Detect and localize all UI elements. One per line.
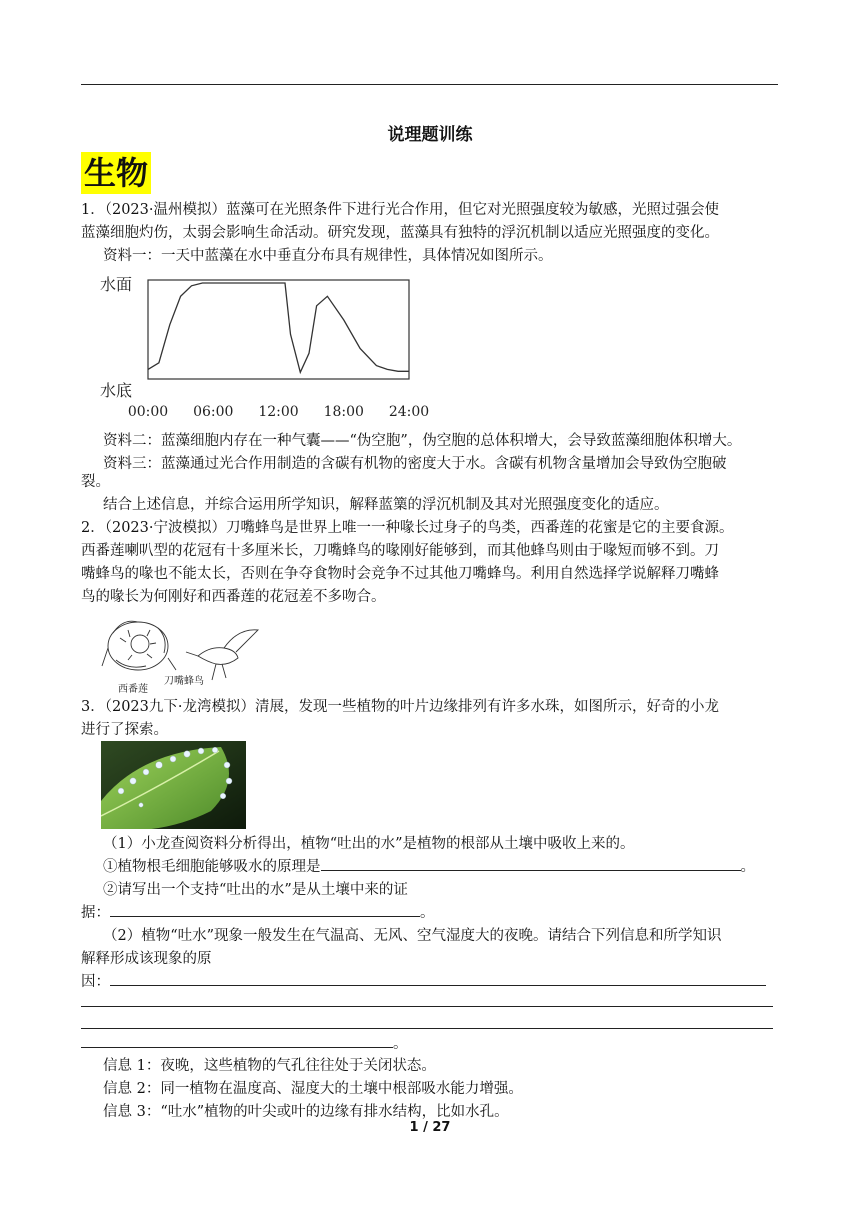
q3-part2a: （2）植物“吐水”现象一般发生在气温高、无风、空气湿度大的夜晚。请结合下列信息和所学知识 — [103, 928, 722, 944]
page-number: 1 / 27 — [409, 1120, 451, 1135]
x-axis-ticks — [128, 404, 429, 420]
header-rule — [81, 84, 778, 85]
answer-blank-2-line-2[interactable] — [81, 1006, 773, 1007]
hummingbird-icon — [186, 630, 258, 680]
q3-line-2: 进行了探索。 — [81, 722, 168, 738]
q3-part1b-period: 。 — [420, 905, 435, 921]
q3-part1b-cont — [81, 902, 781, 925]
info-2: 信息 2：同一植物在温度高、湿度大的土壤中根部吸水能力增强。 — [103, 1081, 523, 1097]
q2-line-2: 西番莲喇叭型的花冠有十多厘米长，刀嘴蜂鸟的喙刚好能够到，而其他蜂鸟则由于喙短而够不到。刀 — [81, 543, 719, 559]
q3-part2c — [81, 971, 781, 994]
subject-label: 生物 — [81, 152, 151, 194]
info-1: 信息 1：夜晚，这些植物的气孔往往处于关闭状态。 — [103, 1058, 436, 1074]
y-label-bottom: 水底 — [100, 381, 133, 400]
label-bird: 刀嘴蜂鸟 — [164, 676, 204, 687]
leaf-water-droplets-photo — [101, 741, 246, 829]
q1-task: 结合上述信息，并综合运用所学知识，解释蓝篥的浮沉机制及其对光照强度变化的适应。 — [103, 497, 669, 513]
q3-line-1: 3．（2023九下·龙湾模拟）清展，发现一些植物的叶片边缘排列有许多水珠，如图所示，好奇的小龙 — [81, 699, 719, 715]
passionflower-hummingbird-illustration — [98, 608, 263, 696]
q3-part2c-label: 因： — [81, 974, 110, 990]
q3-part2b: 解释形成该现象的原 — [81, 951, 212, 967]
q3-part1a-period: 。 — [740, 859, 755, 875]
q1-ref-3a: 资料三：蓝藻通过光合作用制造的含碳有机物的密度大于水。含碳有机物含量增加会导致伪空胞破 — [103, 456, 727, 472]
q3-part1b: ②请写出一个支持“吐出的水”是从土壤中来的证 — [103, 882, 408, 898]
answer-blank-1a[interactable] — [321, 856, 741, 871]
q3-part1b-label: 据： — [81, 905, 110, 921]
x-tick-label: 24:00 — [388, 404, 430, 420]
x-tick-label: 12:00 — [258, 404, 299, 420]
answer-blank-2-line-4[interactable] — [81, 1033, 393, 1048]
q2-line-3: 嘴蜂鸟的喙也不能太长，否则在争夺食物时会竞争不过其他刀嘴蜂鸟。利用自然选择学说解释刀嘴蜂 — [81, 566, 719, 582]
answer-blank-1b[interactable] — [110, 902, 420, 917]
passionflower-icon — [102, 621, 176, 670]
algae-distribution-chart — [95, 268, 440, 423]
q1-line-1: 1．（2023·温州模拟）蓝藻可在光照条件下进行光合作用，但它对光照强度较为敏感，光照过强会使 — [81, 202, 719, 218]
q3-part1a-text: ①植物根毛细胞能够吸水的原理是 — [103, 859, 321, 875]
x-tick-label: 18:00 — [323, 404, 364, 420]
q1-ref-3b: 裂。 — [81, 474, 110, 490]
q3-part2-period: 。 — [393, 1036, 408, 1052]
answer-blank-2-line-1[interactable] — [110, 971, 766, 986]
q3-part2-last — [81, 1033, 781, 1056]
q1-line-2: 蓝藻细胞灼伤，太弱会影响生命活动。研究发现，蓝藻具有独特的浮沉机制以适应光照强度的变化。 — [81, 225, 719, 241]
chart-frame — [148, 280, 409, 379]
q3-part1a — [103, 856, 803, 879]
q2-line-4: 鸟的喙长为何刚好和西番莲的花冠差不多吻合。 — [81, 589, 386, 605]
label-flower: 西番莲 — [118, 684, 148, 695]
q1-ref-2: 资料二：蓝藻细胞内存在一种气囊——“伪空胞”，伪空胞的总体积增大，会导致蓝藻细胞体积增大。 — [103, 433, 742, 449]
q1-ref-1: 资料一：一天中蓝藻在水中垂直分布具有规律性，具体情况如图所示。 — [103, 248, 553, 264]
q3-part1: （1）小龙查阅资料分析得出，植物“吐出的水”是植物的根部从土壤中吸收上来的。 — [103, 836, 635, 852]
q2-line-1: 2．（2023·宁波模拟）刀嘴蜂鸟是世界上唯一一种喙长过身子的鸟类，西番莲的花蜜是它的主要食源。 — [81, 520, 734, 536]
answer-blank-2-line-3[interactable] — [81, 1028, 773, 1029]
info-3: 信息 3：“吐水”植物的叶尖或叶的边缘有排水结构，比如水孔。 — [103, 1104, 509, 1120]
page-title: 说理题训练 — [387, 125, 473, 145]
y-label-top: 水面 — [100, 275, 133, 294]
x-tick-label: 00:00 — [127, 404, 169, 420]
series-line — [148, 283, 409, 372]
x-tick-label: 06:00 — [193, 404, 234, 420]
